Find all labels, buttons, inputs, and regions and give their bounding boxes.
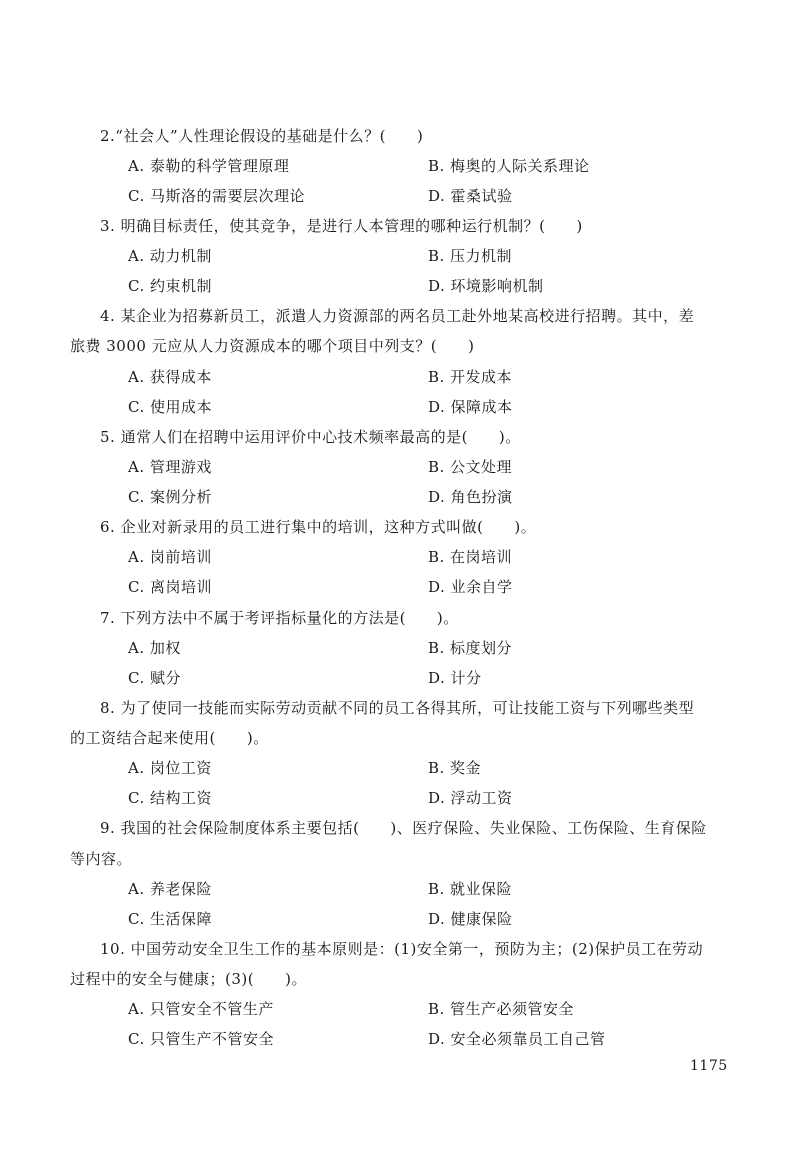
q5-option-c: C. 案例分析 — [128, 488, 212, 506]
q8-option-d: D. 浮动工资 — [428, 789, 513, 807]
q6-option-b: B. 在岗培训 — [428, 548, 513, 566]
q9-option-c: C. 生活保障 — [128, 910, 212, 928]
question-10-line-1: 10. 中国劳动安全卫生工作的基本原则是：(1)安全第一，预防为主；(2)保护员工在劳动 — [100, 940, 704, 958]
q3-option-a: A. 动力机制 — [128, 247, 212, 265]
q10-option-a: A. 只管安全不管生产 — [128, 1000, 274, 1018]
question-3: 3. 明确目标责任，使其竞争，是进行人本管理的哪种运行机制？( ) — [100, 217, 583, 235]
q9-option-a: A. 养老保险 — [128, 880, 212, 898]
q6-option-c: C. 离岗培训 — [128, 578, 212, 596]
q7-option-b: B. 标度划分 — [428, 639, 513, 657]
question-6: 6. 企业对新录用的员工进行集中的培训，这种方式叫做( )。 — [100, 518, 537, 536]
question-2: 2.“社会人”人性理论假设的基础是什么？( ) — [100, 127, 424, 145]
q5-option-d: D. 角色扮演 — [428, 488, 513, 506]
page-number: 1175 — [690, 1058, 728, 1074]
question-8-line-1: 8. 为了使同一技能而实际劳动贡献不同的员工各得其所，可让技能工资与下列哪些类型 — [100, 699, 695, 717]
q6-option-d: D. 业余自学 — [428, 578, 513, 596]
q7-option-d: D. 计分 — [428, 669, 482, 687]
q10-option-d: D. 安全必须靠员工自己管 — [428, 1030, 606, 1048]
q10-option-c: C. 只管生产不管安全 — [128, 1030, 274, 1048]
question-4-line-1: 4. 某企业为招募新员工，派遣人力资源部的两名员工赴外地某高校进行招聘。其中，差 — [100, 307, 695, 325]
q9-option-d: D. 健康保险 — [428, 910, 513, 928]
q9-option-b: B. 就业保险 — [428, 880, 513, 898]
q4-option-b: B. 开发成本 — [428, 368, 513, 386]
q7-option-a: A. 加权 — [128, 639, 181, 657]
question-7: 7. 下列方法中不属于考评指标量化的方法是( )。 — [100, 609, 459, 627]
q8-option-b: B. 奖金 — [428, 759, 482, 777]
q8-option-a: A. 岗位工资 — [128, 759, 212, 777]
q2-option-d: D. 霍桑试验 — [428, 187, 513, 205]
question-8-line-2: 的工资结合起来使用( )。 — [70, 729, 269, 747]
q3-option-d: D. 环境影响机制 — [428, 277, 544, 295]
question-9-line-2: 等内容。 — [70, 850, 133, 868]
q10-option-b: B. 管生产必须管安全 — [428, 1000, 575, 1018]
q6-option-a: A. 岗前培训 — [128, 548, 212, 566]
q2-option-a: A. 泰勒的科学管理原理 — [128, 157, 290, 175]
question-10-line-2: 过程中的安全与健康；(3)( )。 — [70, 970, 307, 988]
question-4-line-2: 旅费 3000 元应从人力资源成本的哪个项目中列支？( ) — [70, 337, 475, 355]
q3-option-c: C. 约束机制 — [128, 277, 212, 295]
question-5: 5. 通常人们在招聘中运用评价中心技术频率最高的是( )。 — [100, 428, 521, 446]
q4-option-d: D. 保障成本 — [428, 398, 513, 416]
q5-option-a: A. 管理游戏 — [128, 458, 212, 476]
q3-option-b: B. 压力机制 — [428, 247, 513, 265]
q4-option-a: A. 获得成本 — [128, 368, 212, 386]
q8-option-c: C. 结构工资 — [128, 789, 212, 807]
q7-option-c: C. 赋分 — [128, 669, 181, 687]
question-9-line-1: 9. 我国的社会保险制度体系主要包括( )、医疗保险、失业保险、工伤保险、生育保险 — [100, 819, 707, 837]
q4-option-c: C. 使用成本 — [128, 398, 212, 416]
q2-option-b: B. 梅奥的人际关系理论 — [428, 157, 590, 175]
q2-option-c: C. 马斯洛的需要层次理论 — [128, 187, 305, 205]
q5-option-b: B. 公文处理 — [428, 458, 513, 476]
